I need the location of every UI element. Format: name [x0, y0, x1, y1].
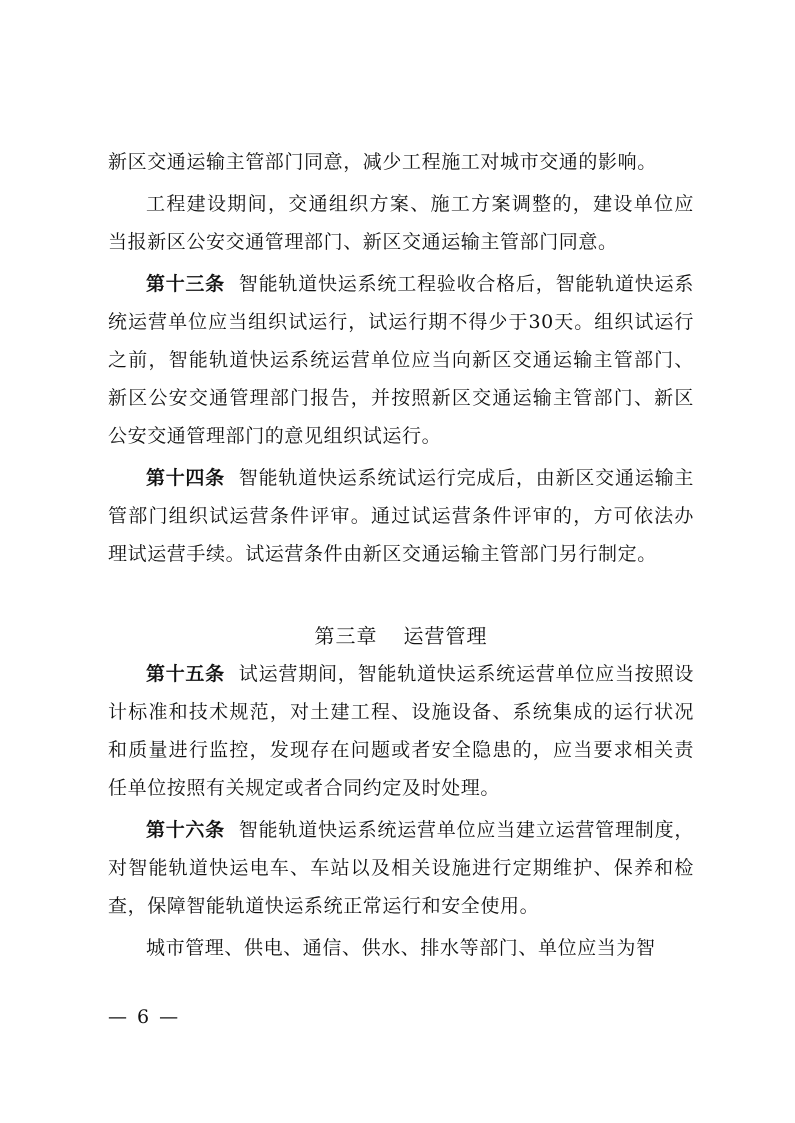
- chapter-heading: [108, 617, 694, 655]
- article-13: [108, 265, 694, 455]
- article-14: [108, 459, 694, 573]
- page-number: — 6 —: [108, 1006, 181, 1028]
- article-number: 第十五条: [146, 663, 225, 685]
- article-15: [108, 655, 694, 807]
- paragraph: 城市管理、供电、通信、供水、排水等部门、单位应当为智: [146, 937, 656, 959]
- article-text: 试运营期间，智能轨道快运系统运营单位应当按照设计标准和技术规范，对土建工程、设施设备、系统集成的运行状况和质量进行监控，发现存在问题或者安全隐患的，应当要求相关责任单位按照有关规定或者合同约定及时处理。: [108, 663, 694, 799]
- article-number: 第十四条: [146, 467, 225, 489]
- chapter-title: 运营管理: [403, 624, 488, 648]
- article-text: 智能轨道快运系统运营单位应当建立运营管理制度，对智能轨道快运电车、车站以及相关设施进行定期维护、保养和检查，保障智能轨道快运系统正常运行和安全使用。: [108, 819, 694, 917]
- article-number: 第十六条: [146, 819, 225, 841]
- article-text: 智能轨道快运系统试运行完成后，由新区交通运输主管部门组织试运营条件评审。通过试运营条件评审的，方可依法办理试运营手续。试运营条件由新区交通运输主管部门另行制定。: [108, 467, 694, 565]
- article-number: 第十三条: [146, 273, 225, 295]
- chapter-number: 第三章: [314, 624, 378, 648]
- page-body: [108, 143, 694, 967]
- article-text: 智能轨道快运系统工程验收合格后，智能轨道快运系统运营单位应当组织试运行，试运行期不得少于30天。组织试运行之前，智能轨道快运系统运营单位应当向新区交通运输主管部门、新区公安交通管理部门报告，并按照新区交通运输主管部门、新区公安交通管理部门的意见组织试运行。: [108, 273, 694, 447]
- paragraph: 工程建设期间，交通组织方案、施工方案调整的，建设单位应当报新区公安交通管理部门、新区交通运输主管部门同意。: [108, 193, 694, 253]
- paragraph-continuation: 新区交通运输主管部门同意，减少工程施工对城市交通的影响。: [108, 151, 657, 173]
- article-16: [108, 811, 694, 925]
